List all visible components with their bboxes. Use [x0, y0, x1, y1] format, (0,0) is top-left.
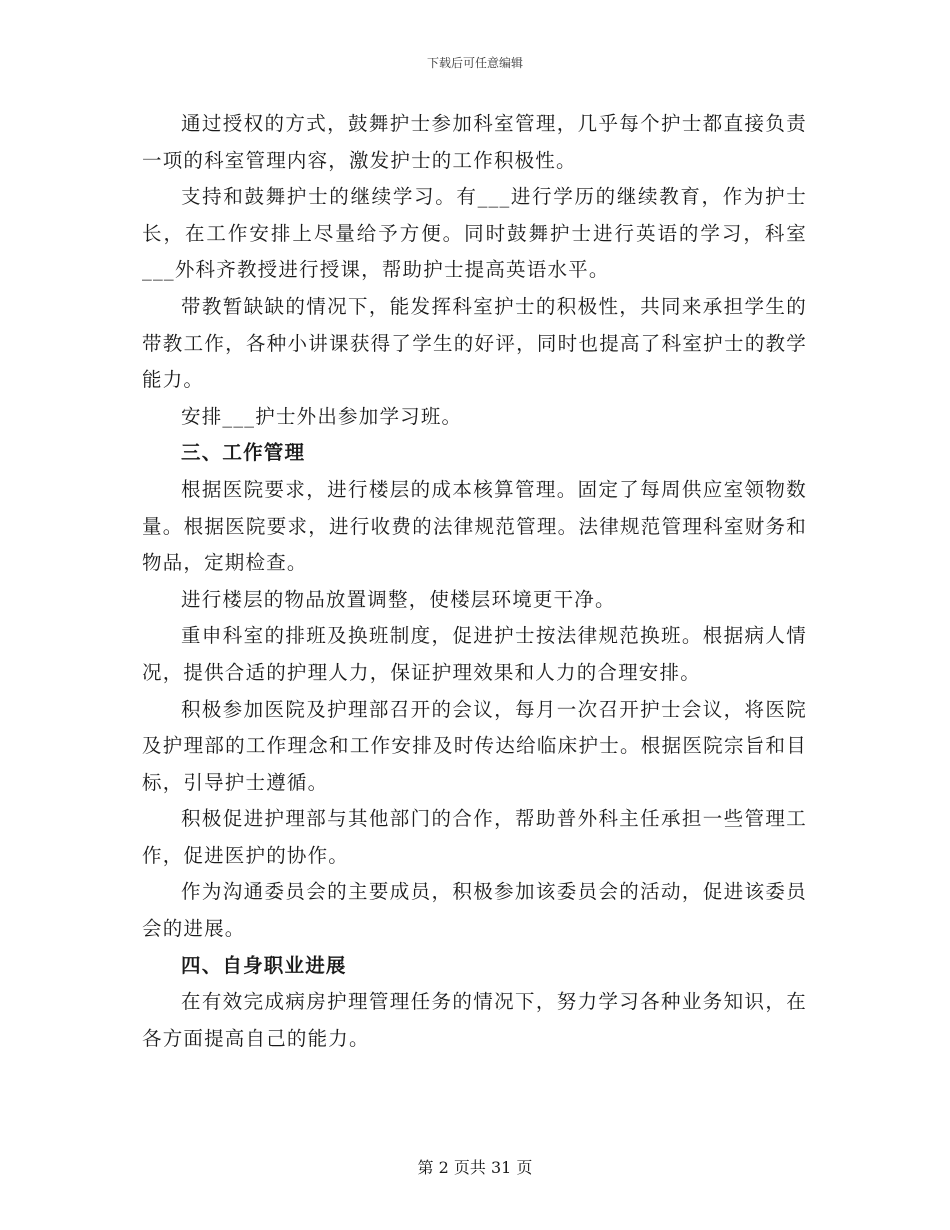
- page-footer: 第 2 页共 31 页: [417, 1158, 533, 1177]
- paragraph: 作为沟通委员会的主要成员，积极参加该委员会的活动，促进该委员会的进展。: [142, 880, 807, 941]
- paragraph: 积极促进护理部与其他部门的合作，帮助普外科主任承担一些管理工作，促进医护的协作。: [142, 807, 807, 867]
- section-heading: 三、工作管理: [181, 441, 306, 465]
- paragraph: 安排___护士外出参加学习班。: [181, 404, 463, 428]
- paragraph: 通过授权的方式，鼓舞护士参加科室管理，几乎每个护士都直接负责一项的科室管理内容，激发护士的工作积极性。: [142, 112, 807, 172]
- page-header: 下载后可任意编辑: [426, 56, 523, 70]
- document-body: [142, 106, 807, 1057]
- paragraph: 积极参加医院及护理部召开的会议，每月一次召开护士会议，将医院及护理部的工作理念和工作安排及时传达给临床护士。根据医院宗旨和目标，引导护士遵循。: [142, 697, 807, 794]
- paragraph: 带教暂缺缺的情况下，能发挥科室护士的积极性，共同来承担学生的带教工作，各种小讲课获得了学生的好评，同时也提高了科室护士的教学能力。: [142, 294, 807, 392]
- section-heading: 四、自身职业进展: [181, 953, 347, 977]
- paragraph: 进行楼层的物品放置调整，使楼层环境更干净。: [181, 587, 616, 611]
- paragraph: 支持和鼓舞护士的继续学习。有___进行学历的继续教育，作为护士长，在工作安排上尽量给予方便。同时鼓舞护士进行英语的学习，科室___外科齐教授进行授课，帮助护士提高英语水平。: [142, 185, 807, 282]
- paragraph: 重申科室的排班及换班制度，促进护士按法律规范换班。根据病人情况，提供合适的护理人力，保证护理效果和人力的合理安排。: [142, 624, 807, 684]
- paragraph: 在有效完成病房护理管理任务的情况下，努力学习各种业务知识，在各方面提高自己的能力。: [142, 990, 807, 1050]
- paragraph: 根据医院要求，进行楼层的成本核算管理。固定了每周供应室领物数量。根据医院要求，进行收费的法律规范管理。法律规范管理科室财务和物品，定期检查。: [142, 477, 807, 575]
